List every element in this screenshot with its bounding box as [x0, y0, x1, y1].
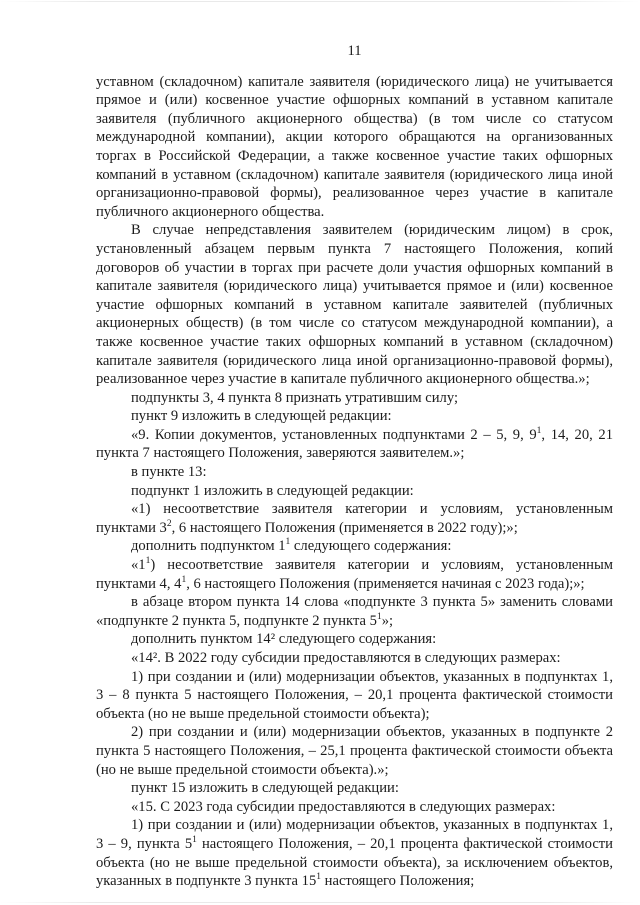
paragraph [96, 500, 613, 537]
paragraph-text: , 6 настоящего Положения (применяется начиная с 2023 года);»; [186, 575, 585, 592]
document-body [96, 73, 613, 891]
paragraph [96, 426, 613, 463]
paragraph-text: в абзаце втором пункта 14 слова «подпункте 3 пункта 5» заменить словами «подпункте 2 пункта 5, подпункте 2 пункта 5 [96, 594, 613, 629]
paragraph [96, 482, 613, 501]
paragraph-text: 2) при создании и (или) модернизации объектов, указанных в подпункте 2 пункта 5 настоящего Положения, – 25,1 процента фактической стоимости объекта (но не выше предельной стоимости объекта).»; [96, 724, 613, 778]
paragraph [96, 556, 613, 593]
paragraph-text: «15. С 2023 года субсидии предоставляются в следующих размерах: [131, 798, 556, 815]
paragraph [96, 779, 613, 798]
paragraph-text: дополнить пунктом 14² следующего содержания: [131, 631, 437, 648]
superscript: 1 [316, 872, 322, 883]
paragraph-text: «1 [131, 557, 146, 574]
superscript: 1 [181, 574, 187, 585]
paragraph-text: «14². В 2022 году субсидии предоставляются в следующих размерах: [131, 650, 561, 666]
paragraph-text: пункт 15 изложить в следующей редакции: [131, 780, 399, 797]
paragraph [96, 537, 613, 556]
paragraph [96, 649, 613, 668]
paragraph-text: пункт 9 изложить в следующей редакции: [131, 408, 392, 425]
superscript: 1 [536, 425, 542, 436]
paragraph [96, 630, 613, 649]
scan-edge-top [0, 1, 640, 2]
paragraph-text: «9. Копии документов, установленных подпунктами 2 – 5, 9, 9 [131, 426, 537, 443]
paragraph-text: в пункте 13: [131, 464, 207, 481]
superscript: 1 [192, 834, 197, 845]
superscript: 1 [145, 556, 151, 567]
paragraph-text: , 6 настоящего Положения (применяется в 2022 году);»; [171, 519, 518, 536]
superscript: 2 [166, 518, 172, 529]
paragraph-text: , 14, 20, 21 пункта 7 настоящего Положения, заверяются заявителем.»; [96, 426, 613, 462]
paragraph [96, 816, 613, 890]
paragraph-text: «1) несоответствие заявителя категории и условиям, установленным пунктами 3 [96, 501, 613, 536]
paragraph [96, 593, 613, 630]
paragraph-text: »; [381, 612, 394, 629]
scan-edge-bottom [0, 902, 640, 903]
paragraph [96, 73, 613, 222]
paragraph-text: следующего содержания: [290, 538, 452, 555]
paragraph-text: ) несоответствие заявителя категории и условиям, установленным пунктами 4, 4 [96, 557, 613, 592]
superscript: 1 [376, 611, 382, 622]
paragraph-text: настоящего Положения, – 20,1 процента фактической стоимости объекта (но не выше предельной стоимости объекта), за исключением объектов, указанных в подпункте 3 пункта 15 [96, 835, 613, 890]
paragraph-text: дополнить подпунктом 1 [131, 538, 286, 555]
paragraph [96, 407, 613, 426]
paragraph-text: уставном (складочном) капитале заявителя (юридического лица) не учитывается прямое и (или) косвенное участие офшорных компаний в уставном капитале заявителя (публичного акционерного общества) (в том числе со статусом международной компании), акции которого обращаются на организованных торгах в Российской Федерации, а также косвенное участие таких офшорных компаний в уставном (складочном) капитале заявителя (юридического лица иной организационно-правовой формы), реализованное через участие в капитале публичного акционерного общества. [96, 73, 613, 220]
paragraph-text: настоящего Положения; [321, 873, 475, 890]
paragraph [96, 389, 613, 408]
paragraph [96, 723, 613, 779]
paragraph-text: 1) при создании и (или) модернизации объектов, указанных в подпунктах 1, 3 – 8 пункта 5 настоящего Положения, – 20,1 процента фактической стоимости объекта (но не выше предельной стоимости объекта); [96, 668, 613, 722]
paragraph [96, 463, 613, 482]
paragraph-text: В случае непредставления заявителем (юридическим лицом) в срок, установленный абзацем первым пункта 7 настоящего Положения, копий договоров об участии в торгах при расчете доли участия офшорных компаний в капитале заявителя (юридического лица) учитывается прямое и (или) косвенное участие офшорных компаний в уставном капитале заявителей (публичных акционерных обществ) (в том числе со статусом международной компании), а также косвенное участие таких офшорных компаний в уставном (складочном) капитале заявителя (юридического лица иной организационно-правовой формы), реализованное через участие в капитале публичного акционерного общества.»; [96, 222, 613, 388]
paragraph-text: 1) при создании и (или) модернизации объектов, указанных в подпунктах 1, 3 – 9, пункта 5 [96, 817, 613, 852]
page-number: 11 [347, 43, 362, 59]
paragraph-text: подпункт 1 изложить в следующей редакции: [131, 482, 414, 499]
paragraph-text: подпункты 3, 4 пункта 8 признать утратившим силу; [131, 389, 458, 406]
paragraph [96, 798, 613, 817]
paragraph [96, 221, 613, 388]
superscript: 1 [285, 537, 291, 548]
paragraph [96, 668, 613, 724]
